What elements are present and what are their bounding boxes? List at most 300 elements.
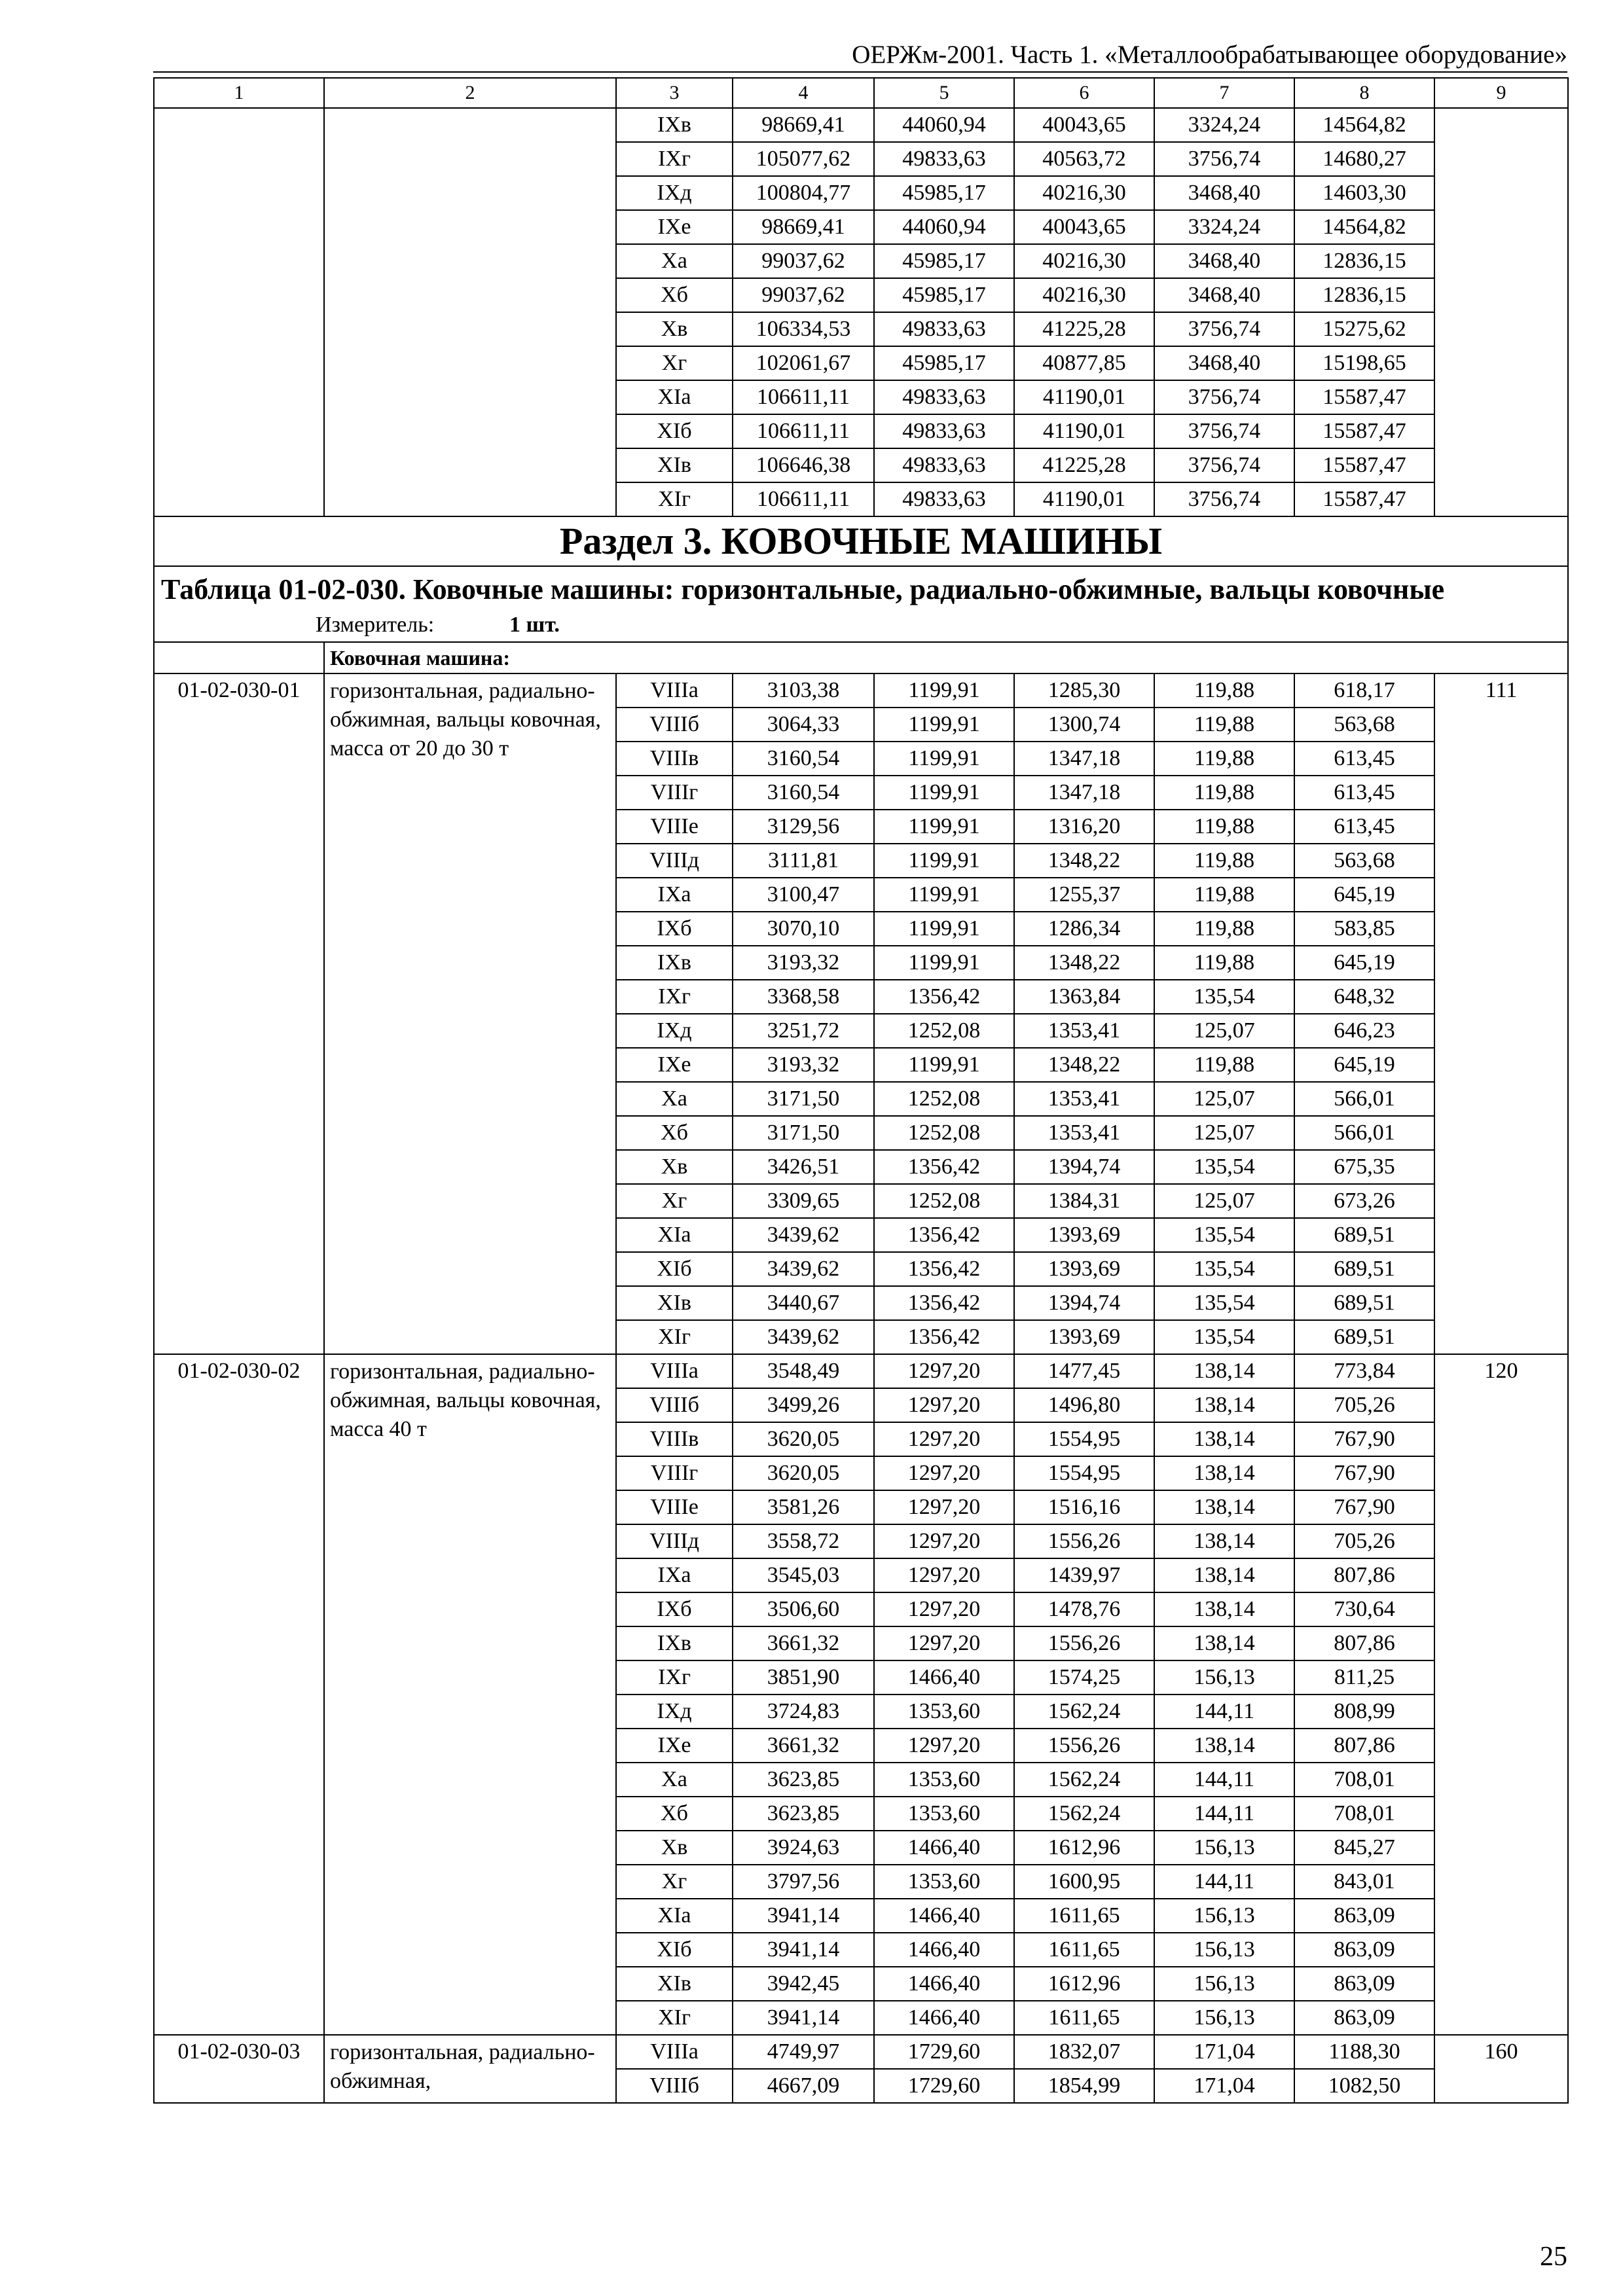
value-cell: 1393,69 bbox=[1014, 1218, 1154, 1252]
zone-cell: XIа bbox=[616, 1218, 733, 1252]
value-cell: 1199,91 bbox=[874, 912, 1014, 946]
value-cell: 15587,47 bbox=[1294, 414, 1434, 448]
value-cell: 1297,20 bbox=[874, 1729, 1014, 1763]
value-cell: 673,26 bbox=[1294, 1184, 1434, 1218]
value-cell: 1554,95 bbox=[1014, 1456, 1154, 1490]
value-cell: 767,90 bbox=[1294, 1490, 1434, 1524]
value-cell: 100804,77 bbox=[733, 176, 874, 210]
value-cell: 646,23 bbox=[1294, 1014, 1434, 1048]
value-cell: 40043,65 bbox=[1014, 108, 1154, 142]
value-cell: 3324,24 bbox=[1154, 210, 1294, 244]
value-cell: 105077,62 bbox=[733, 142, 874, 176]
value-cell: 1612,96 bbox=[1014, 1967, 1154, 2001]
value-cell: 119,88 bbox=[1154, 776, 1294, 810]
value-cell: 645,19 bbox=[1294, 1048, 1434, 1082]
zone-cell: VIIIг bbox=[616, 776, 733, 810]
value-cell: 807,86 bbox=[1294, 1729, 1434, 1763]
value-cell: 1353,41 bbox=[1014, 1082, 1154, 1116]
value-cell: 1199,91 bbox=[874, 946, 1014, 980]
value-cell: 1466,40 bbox=[874, 1899, 1014, 1933]
value-cell: 3756,74 bbox=[1154, 312, 1294, 346]
value-cell: 1199,91 bbox=[874, 776, 1014, 810]
value-cell: 49833,63 bbox=[874, 414, 1014, 448]
value-cell: 15198,65 bbox=[1294, 346, 1434, 380]
value-cell: 3851,90 bbox=[733, 1660, 874, 1695]
value-cell: 705,26 bbox=[1294, 1524, 1434, 1558]
value-cell: 613,45 bbox=[1294, 742, 1434, 776]
zone-cell: VIIIв bbox=[616, 742, 733, 776]
value-cell: 14680,27 bbox=[1294, 142, 1434, 176]
value-cell: 40043,65 bbox=[1014, 210, 1154, 244]
table-row bbox=[154, 2035, 1568, 2069]
zone-cell: Xб bbox=[616, 1797, 733, 1831]
value-cell: 767,90 bbox=[1294, 1422, 1434, 1456]
column-number: 3 bbox=[616, 78, 733, 108]
value-cell: 689,51 bbox=[1294, 1218, 1434, 1252]
value-cell: 689,51 bbox=[1294, 1320, 1434, 1354]
value-cell: 138,14 bbox=[1154, 1388, 1294, 1422]
section-title-row bbox=[154, 516, 1568, 566]
value-cell: 1611,65 bbox=[1014, 1899, 1154, 1933]
value-cell: 1353,60 bbox=[874, 1865, 1014, 1899]
value-cell: 1477,45 bbox=[1014, 1354, 1154, 1388]
value-cell: 689,51 bbox=[1294, 1286, 1434, 1320]
value-cell: 1297,20 bbox=[874, 1354, 1014, 1388]
value-cell: 1556,26 bbox=[1014, 1626, 1154, 1660]
value-cell: 3623,85 bbox=[733, 1797, 874, 1831]
code-cell: 01-02-030-02 bbox=[154, 1354, 324, 2035]
units-line bbox=[161, 609, 1561, 641]
zone-cell: XIв bbox=[616, 1967, 733, 2001]
rates-table bbox=[153, 77, 1569, 2104]
value-cell: 1854,99 bbox=[1014, 2069, 1154, 2103]
value-cell: 41190,01 bbox=[1014, 380, 1154, 414]
value-cell: 1199,91 bbox=[874, 878, 1014, 912]
value-cell: 1478,76 bbox=[1014, 1592, 1154, 1626]
zone-cell: XIг bbox=[616, 482, 733, 516]
value-cell: 138,14 bbox=[1154, 1422, 1294, 1456]
value-cell: 1384,31 bbox=[1014, 1184, 1154, 1218]
value-cell: 1832,07 bbox=[1014, 2035, 1154, 2069]
value-cell: 1297,20 bbox=[874, 1456, 1014, 1490]
value-cell: 3548,49 bbox=[733, 1354, 874, 1388]
zone-cell: Xг bbox=[616, 346, 733, 380]
description-cell: горизонтальная, радиально-обжимная, bbox=[324, 2035, 616, 2103]
value-cell: 3171,50 bbox=[733, 1116, 874, 1150]
value-cell: 138,14 bbox=[1154, 1729, 1294, 1763]
value-cell: 1574,25 bbox=[1014, 1660, 1154, 1695]
zone-cell: Xв bbox=[616, 1150, 733, 1184]
value-cell: 15587,47 bbox=[1294, 482, 1434, 516]
value-cell: 49833,63 bbox=[874, 142, 1014, 176]
value-cell: 135,54 bbox=[1154, 1218, 1294, 1252]
value-cell: 845,27 bbox=[1294, 1831, 1434, 1865]
value-cell: 1466,40 bbox=[874, 2001, 1014, 2035]
value-cell: 98669,41 bbox=[733, 108, 874, 142]
zone-cell: VIIIб bbox=[616, 2069, 733, 2103]
value-cell: 1356,42 bbox=[874, 1150, 1014, 1184]
value-cell: 1199,91 bbox=[874, 1048, 1014, 1082]
page-number: 25 bbox=[1540, 2242, 1567, 2272]
zone-cell: Xа bbox=[616, 244, 733, 278]
value-cell: 1347,18 bbox=[1014, 742, 1154, 776]
value-cell: 119,88 bbox=[1154, 1048, 1294, 1082]
value-cell: 1297,20 bbox=[874, 1490, 1014, 1524]
value-cell: 1252,08 bbox=[874, 1014, 1014, 1048]
value-cell: 41190,01 bbox=[1014, 414, 1154, 448]
header-rule bbox=[153, 71, 1567, 73]
value-cell: 1199,91 bbox=[874, 673, 1014, 708]
value-cell: 156,13 bbox=[1154, 1831, 1294, 1865]
value-cell: 3103,38 bbox=[733, 673, 874, 708]
value-cell: 41225,28 bbox=[1014, 312, 1154, 346]
value-cell: 119,88 bbox=[1154, 810, 1294, 844]
value-cell: 144,11 bbox=[1154, 1797, 1294, 1831]
value-cell: 1466,40 bbox=[874, 1967, 1014, 2001]
code-cell: 01-02-030-01 bbox=[154, 673, 324, 1354]
value-cell: 808,99 bbox=[1294, 1695, 1434, 1729]
value-cell: 689,51 bbox=[1294, 1252, 1434, 1286]
value-cell: 135,54 bbox=[1154, 1286, 1294, 1320]
column-number-row bbox=[154, 78, 1568, 108]
value-cell: 1348,22 bbox=[1014, 844, 1154, 878]
value-cell: 106611,11 bbox=[733, 482, 874, 516]
value-cell: 807,86 bbox=[1294, 1626, 1434, 1660]
value-cell: 3756,74 bbox=[1154, 142, 1294, 176]
value-cell: 1353,41 bbox=[1014, 1014, 1154, 1048]
value-cell: 3171,50 bbox=[733, 1082, 874, 1116]
value-cell: 3193,32 bbox=[733, 1048, 874, 1082]
value-cell: 15275,62 bbox=[1294, 312, 1434, 346]
value-cell: 40216,30 bbox=[1014, 176, 1154, 210]
units-label: Измеритель: bbox=[316, 613, 435, 637]
value-cell: 1496,80 bbox=[1014, 1388, 1154, 1422]
value-cell: 49833,63 bbox=[874, 482, 1014, 516]
zone-cell: VIIIд bbox=[616, 1524, 733, 1558]
value-cell: 613,45 bbox=[1294, 810, 1434, 844]
table-title-row bbox=[154, 566, 1568, 642]
value-cell: 135,54 bbox=[1154, 1150, 1294, 1184]
value-cell: 1297,20 bbox=[874, 1558, 1014, 1592]
zone-cell: IXа bbox=[616, 878, 733, 912]
zone-cell: Xа bbox=[616, 1082, 733, 1116]
section-title: Раздел 3. КОВОЧНЫЕ МАШИНЫ bbox=[154, 516, 1568, 566]
value-cell: 41225,28 bbox=[1014, 448, 1154, 482]
value-cell: 49833,63 bbox=[874, 312, 1014, 346]
value-cell: 1394,74 bbox=[1014, 1286, 1154, 1320]
value-cell: 1347,18 bbox=[1014, 776, 1154, 810]
value-cell: 44060,94 bbox=[874, 108, 1014, 142]
value-cell: 1356,42 bbox=[874, 1286, 1014, 1320]
zone-cell: VIIIе bbox=[616, 810, 733, 844]
code-cell bbox=[154, 108, 324, 516]
value-cell: 1082,50 bbox=[1294, 2069, 1434, 2103]
column-number: 2 bbox=[324, 78, 616, 108]
value-cell: 45985,17 bbox=[874, 346, 1014, 380]
value-cell: 1353,60 bbox=[874, 1763, 1014, 1797]
table-title-cell bbox=[154, 566, 1568, 642]
value-cell: 138,14 bbox=[1154, 1558, 1294, 1592]
value-cell: 3439,62 bbox=[733, 1320, 874, 1354]
value-cell: 3581,26 bbox=[733, 1490, 874, 1524]
value-cell: 106334,53 bbox=[733, 312, 874, 346]
value-cell: 1348,22 bbox=[1014, 1048, 1154, 1082]
value-cell: 98669,41 bbox=[733, 210, 874, 244]
value-cell: 3468,40 bbox=[1154, 346, 1294, 380]
value-cell: 1252,08 bbox=[874, 1184, 1014, 1218]
value-cell: 773,84 bbox=[1294, 1354, 1434, 1388]
zone-cell: IXб bbox=[616, 1592, 733, 1626]
value-cell: 3942,45 bbox=[733, 1967, 874, 2001]
value-cell: 1297,20 bbox=[874, 1422, 1014, 1456]
value-cell: 1556,26 bbox=[1014, 1729, 1154, 1763]
value-cell: 1297,20 bbox=[874, 1388, 1014, 1422]
value-cell: 156,13 bbox=[1154, 1899, 1294, 1933]
table-title: Таблица 01-02-030. Ковочные машины: горизонтальные, радиально-обжимные, вальцы ковочные bbox=[161, 573, 1445, 605]
value-cell: 675,35 bbox=[1294, 1150, 1434, 1184]
value-cell: 125,07 bbox=[1154, 1184, 1294, 1218]
value-cell: 1199,91 bbox=[874, 844, 1014, 878]
value-cell: 135,54 bbox=[1154, 1320, 1294, 1354]
value-cell: 106611,11 bbox=[733, 414, 874, 448]
value-cell: 1394,74 bbox=[1014, 1150, 1154, 1184]
description-cell: горизонтальная, радиально-обжимная, вальцы ковочная, масса 40 т bbox=[324, 1354, 616, 2035]
value-cell: 40216,30 bbox=[1014, 244, 1154, 278]
value-cell: 119,88 bbox=[1154, 708, 1294, 742]
value-cell: 863,09 bbox=[1294, 1967, 1434, 2001]
value-cell: 1285,30 bbox=[1014, 673, 1154, 708]
value-cell: 144,11 bbox=[1154, 1695, 1294, 1729]
zone-cell: IXд bbox=[616, 1695, 733, 1729]
value-cell: 645,19 bbox=[1294, 946, 1434, 980]
value-cell: 1300,74 bbox=[1014, 708, 1154, 742]
group-label-row bbox=[154, 642, 1568, 673]
description-cell bbox=[324, 108, 616, 516]
value-cell: 1562,24 bbox=[1014, 1695, 1154, 1729]
value-cell: 807,86 bbox=[1294, 1558, 1434, 1592]
indent bbox=[161, 609, 316, 641]
value-cell: 99037,62 bbox=[733, 244, 874, 278]
value-cell: 3797,56 bbox=[733, 1865, 874, 1899]
col9-cell: 160 bbox=[1434, 2035, 1568, 2103]
value-cell: 119,88 bbox=[1154, 742, 1294, 776]
value-cell: 156,13 bbox=[1154, 2001, 1294, 2035]
value-cell: 1556,26 bbox=[1014, 1524, 1154, 1558]
value-cell: 138,14 bbox=[1154, 1524, 1294, 1558]
zone-cell: IXг bbox=[616, 980, 733, 1014]
zone-cell: XIб bbox=[616, 1252, 733, 1286]
zone-cell: Xг bbox=[616, 1184, 733, 1218]
zone-cell: XIб bbox=[616, 414, 733, 448]
running-header: ОЕРЖм-2001. Часть 1. «Металлообрабатывающее оборудование» bbox=[852, 41, 1567, 69]
column-number: 6 bbox=[1014, 78, 1154, 108]
value-cell: 1297,20 bbox=[874, 1626, 1014, 1660]
zone-cell: IXе bbox=[616, 1729, 733, 1763]
value-cell: 125,07 bbox=[1154, 1082, 1294, 1116]
value-cell: 3661,32 bbox=[733, 1729, 874, 1763]
zone-cell: XIа bbox=[616, 1899, 733, 1933]
value-cell: 156,13 bbox=[1154, 1660, 1294, 1695]
value-cell: 1363,84 bbox=[1014, 980, 1154, 1014]
zone-cell: VIIIа bbox=[616, 673, 733, 708]
value-cell: 863,09 bbox=[1294, 1899, 1434, 1933]
value-cell: 3070,10 bbox=[733, 912, 874, 946]
zone-cell: IXд bbox=[616, 1014, 733, 1048]
value-cell: 3439,62 bbox=[733, 1252, 874, 1286]
value-cell: 618,17 bbox=[1294, 673, 1434, 708]
zone-cell: Xа bbox=[616, 1763, 733, 1797]
value-cell: 119,88 bbox=[1154, 912, 1294, 946]
value-cell: 563,68 bbox=[1294, 708, 1434, 742]
value-cell: 3756,74 bbox=[1154, 448, 1294, 482]
empty-cell bbox=[154, 642, 324, 673]
value-cell: 3309,65 bbox=[733, 1184, 874, 1218]
table-row bbox=[154, 673, 1568, 708]
value-cell: 3111,81 bbox=[733, 844, 874, 878]
value-cell: 119,88 bbox=[1154, 878, 1294, 912]
value-cell: 1612,96 bbox=[1014, 1831, 1154, 1865]
value-cell: 4749,97 bbox=[733, 2035, 874, 2069]
value-cell: 102061,67 bbox=[733, 346, 874, 380]
description-cell: горизонтальная, радиально-обжимная, вальцы ковочная, масса от 20 до 30 т bbox=[324, 673, 616, 1354]
zone-cell: Xв bbox=[616, 1831, 733, 1865]
table-row bbox=[154, 1354, 1568, 1388]
value-cell: 144,11 bbox=[1154, 1865, 1294, 1899]
zone-cell: XIв bbox=[616, 1286, 733, 1320]
value-cell: 3064,33 bbox=[733, 708, 874, 742]
value-cell: 4667,09 bbox=[733, 2069, 874, 2103]
value-cell: 1297,20 bbox=[874, 1524, 1014, 1558]
value-cell: 1554,95 bbox=[1014, 1422, 1154, 1456]
value-cell: 767,90 bbox=[1294, 1456, 1434, 1490]
value-cell: 3506,60 bbox=[733, 1592, 874, 1626]
zone-cell: IXв bbox=[616, 108, 733, 142]
value-cell: 15587,47 bbox=[1294, 380, 1434, 414]
value-cell: 3468,40 bbox=[1154, 244, 1294, 278]
value-cell: 1353,60 bbox=[874, 1797, 1014, 1831]
value-cell: 12836,15 bbox=[1294, 278, 1434, 312]
value-cell: 41190,01 bbox=[1014, 482, 1154, 516]
column-number: 4 bbox=[733, 78, 874, 108]
value-cell: 119,88 bbox=[1154, 946, 1294, 980]
value-cell: 3558,72 bbox=[733, 1524, 874, 1558]
value-cell: 1252,08 bbox=[874, 1116, 1014, 1150]
value-cell: 45985,17 bbox=[874, 244, 1014, 278]
value-cell: 119,88 bbox=[1154, 673, 1294, 708]
zone-cell: XIв bbox=[616, 448, 733, 482]
value-cell: 1729,60 bbox=[874, 2069, 1014, 2103]
value-cell: 138,14 bbox=[1154, 1354, 1294, 1388]
value-cell: 3941,14 bbox=[733, 2001, 874, 2035]
value-cell: 3545,03 bbox=[733, 1558, 874, 1592]
value-cell: 645,19 bbox=[1294, 878, 1434, 912]
zone-cell: IXв bbox=[616, 1626, 733, 1660]
zone-cell: Xв bbox=[616, 312, 733, 346]
code-cell: 01-02-030-03 bbox=[154, 2035, 324, 2103]
value-cell: 3100,47 bbox=[733, 878, 874, 912]
value-cell: 3941,14 bbox=[733, 1899, 874, 1933]
value-cell: 14564,82 bbox=[1294, 108, 1434, 142]
value-cell: 3440,67 bbox=[733, 1286, 874, 1320]
value-cell: 106611,11 bbox=[733, 380, 874, 414]
value-cell: 14564,82 bbox=[1294, 210, 1434, 244]
value-cell: 1199,91 bbox=[874, 742, 1014, 776]
value-cell: 45985,17 bbox=[874, 278, 1014, 312]
value-cell: 1252,08 bbox=[874, 1082, 1014, 1116]
value-cell: 1466,40 bbox=[874, 1933, 1014, 1967]
zone-cell: IXв bbox=[616, 946, 733, 980]
value-cell: 12836,15 bbox=[1294, 244, 1434, 278]
value-cell: 3193,32 bbox=[733, 946, 874, 980]
zone-cell: IXб bbox=[616, 912, 733, 946]
value-cell: 14603,30 bbox=[1294, 176, 1434, 210]
value-cell: 3623,85 bbox=[733, 1763, 874, 1797]
value-cell: 135,54 bbox=[1154, 1252, 1294, 1286]
value-cell: 1356,42 bbox=[874, 1320, 1014, 1354]
zone-cell: IXа bbox=[616, 1558, 733, 1592]
value-cell: 1356,42 bbox=[874, 1252, 1014, 1286]
zone-cell: VIIIб bbox=[616, 1388, 733, 1422]
zone-cell: VIIIв bbox=[616, 1422, 733, 1456]
value-cell: 3426,51 bbox=[733, 1150, 874, 1184]
value-cell: 3468,40 bbox=[1154, 176, 1294, 210]
value-cell: 3160,54 bbox=[733, 776, 874, 810]
table-body bbox=[154, 78, 1568, 2103]
value-cell: 863,09 bbox=[1294, 1933, 1434, 1967]
value-cell: 1611,65 bbox=[1014, 2001, 1154, 2035]
zone-cell: VIIIб bbox=[616, 708, 733, 742]
value-cell: 613,45 bbox=[1294, 776, 1434, 810]
zone-cell: VIIIе bbox=[616, 1490, 733, 1524]
value-cell: 648,32 bbox=[1294, 980, 1434, 1014]
value-cell: 1729,60 bbox=[874, 2035, 1014, 2069]
value-cell: 40216,30 bbox=[1014, 278, 1154, 312]
value-cell: 49833,63 bbox=[874, 448, 1014, 482]
zone-cell: IXе bbox=[616, 1048, 733, 1082]
value-cell: 583,85 bbox=[1294, 912, 1434, 946]
value-cell: 1316,20 bbox=[1014, 810, 1154, 844]
value-cell: 1199,91 bbox=[874, 708, 1014, 742]
zone-cell: IXд bbox=[616, 176, 733, 210]
value-cell: 3661,32 bbox=[733, 1626, 874, 1660]
zone-cell: VIIIд bbox=[616, 844, 733, 878]
zone-cell: Xб bbox=[616, 278, 733, 312]
value-cell: 45985,17 bbox=[874, 176, 1014, 210]
value-cell: 3756,74 bbox=[1154, 414, 1294, 448]
value-cell: 1393,69 bbox=[1014, 1252, 1154, 1286]
value-cell: 138,14 bbox=[1154, 1490, 1294, 1524]
value-cell: 3756,74 bbox=[1154, 482, 1294, 516]
value-cell: 3251,72 bbox=[733, 1014, 874, 1048]
value-cell: 1255,37 bbox=[1014, 878, 1154, 912]
value-cell: 125,07 bbox=[1154, 1014, 1294, 1048]
value-cell: 1562,24 bbox=[1014, 1763, 1154, 1797]
col9-cell: 120 bbox=[1434, 1354, 1568, 2035]
value-cell: 3724,83 bbox=[733, 1695, 874, 1729]
value-cell: 1562,24 bbox=[1014, 1797, 1154, 1831]
value-cell: 106646,38 bbox=[733, 448, 874, 482]
value-cell: 863,09 bbox=[1294, 2001, 1434, 2035]
value-cell: 3756,74 bbox=[1154, 380, 1294, 414]
value-cell: 138,14 bbox=[1154, 1592, 1294, 1626]
value-cell: 708,01 bbox=[1294, 1763, 1434, 1797]
value-cell: 138,14 bbox=[1154, 1456, 1294, 1490]
column-number: 1 bbox=[154, 78, 324, 108]
value-cell: 1348,22 bbox=[1014, 946, 1154, 980]
column-number: 8 bbox=[1294, 78, 1434, 108]
zone-cell: Xб bbox=[616, 1116, 733, 1150]
value-cell: 1353,41 bbox=[1014, 1116, 1154, 1150]
